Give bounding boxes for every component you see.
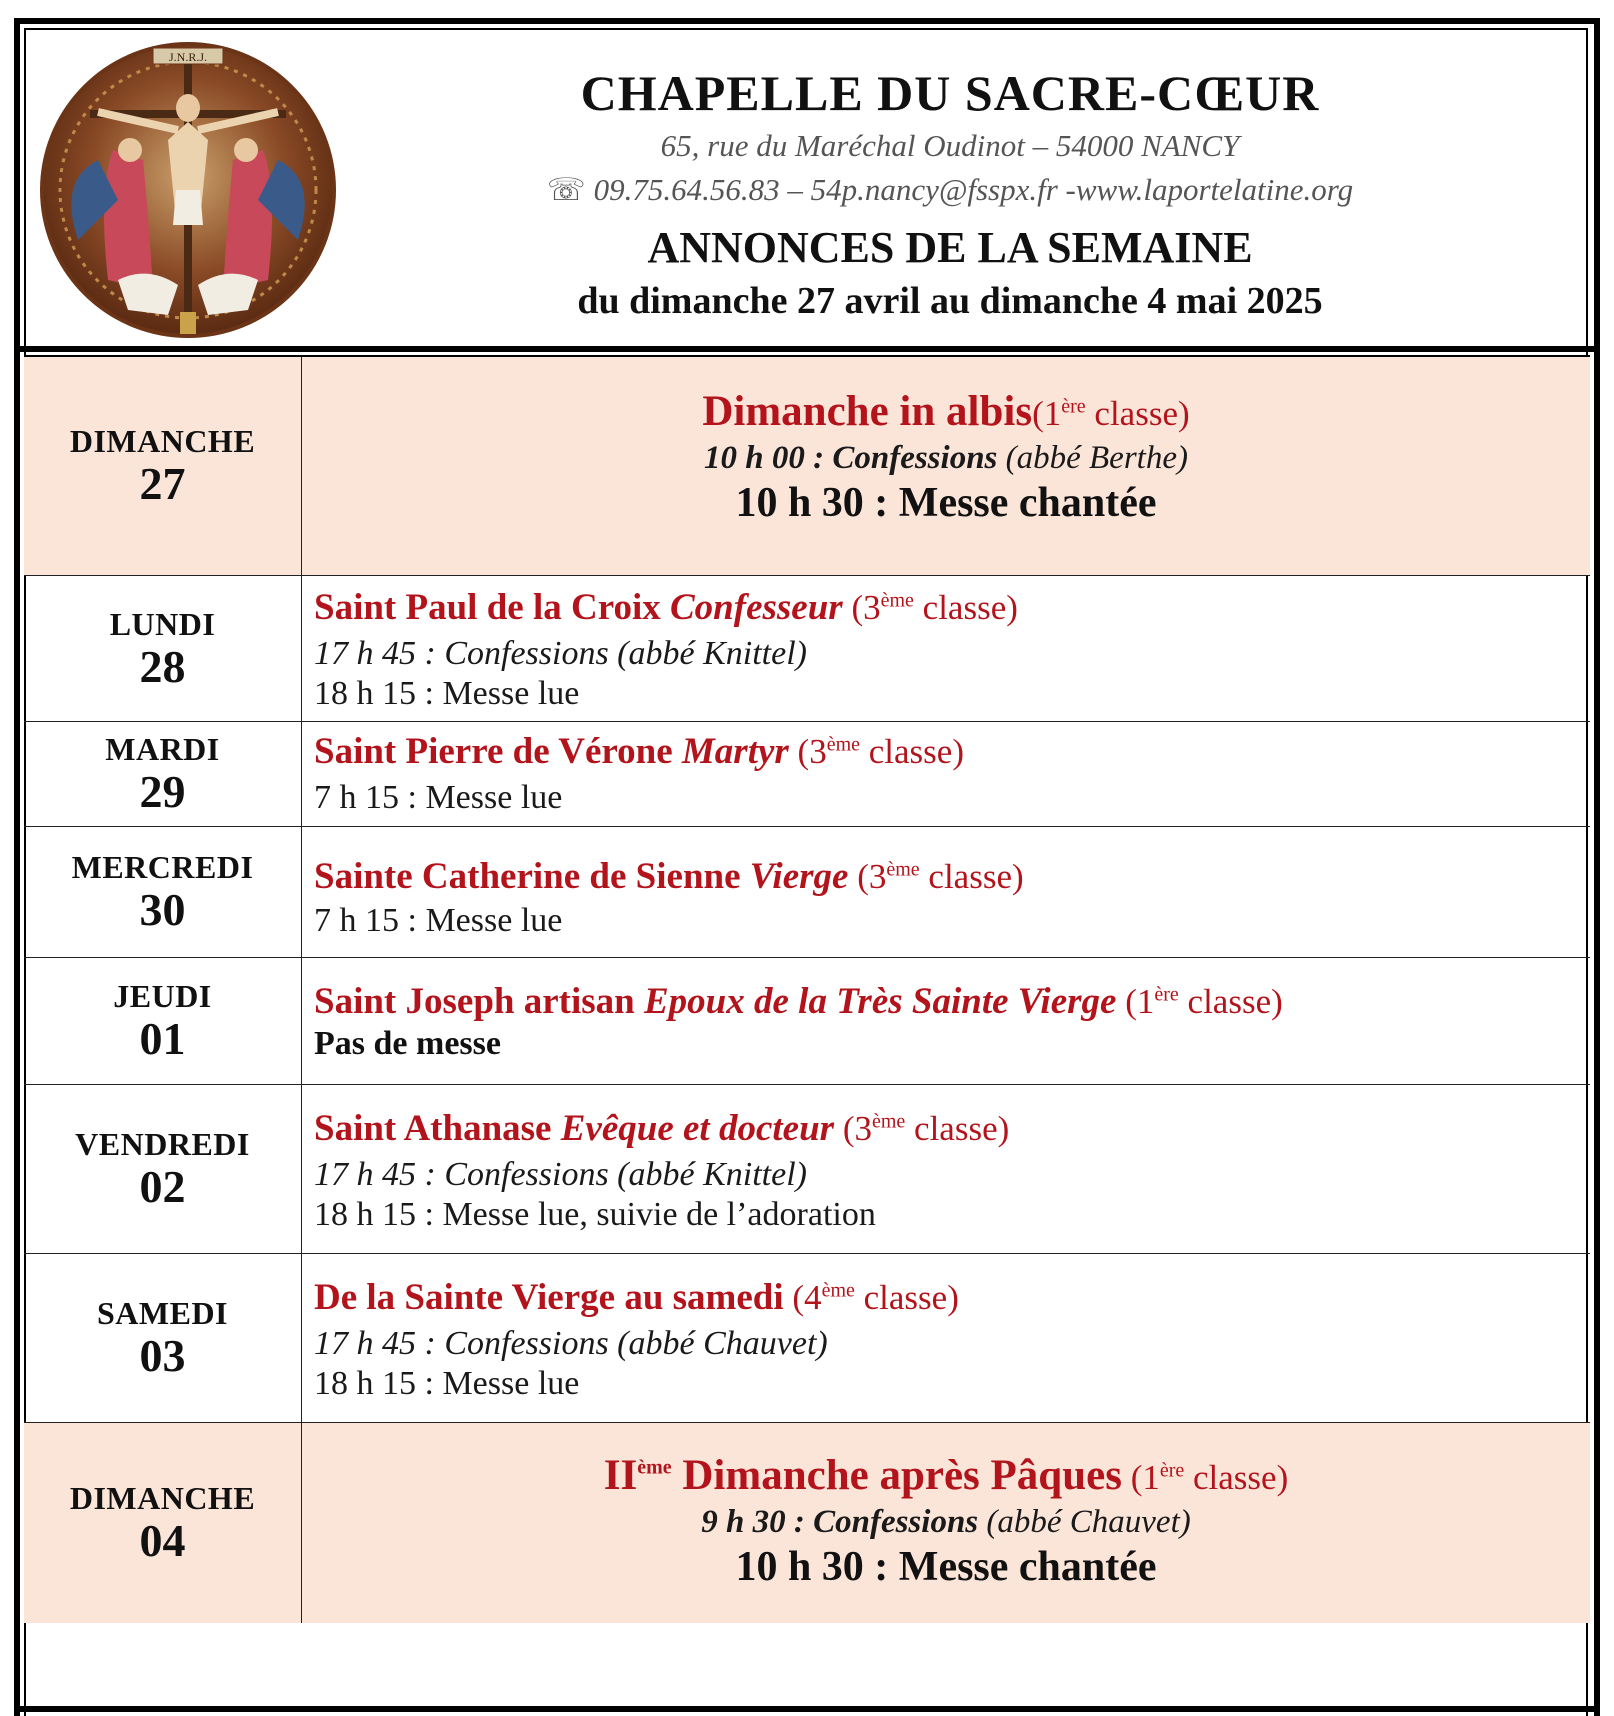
feast-class: (1ère classe) [1121, 1458, 1289, 1497]
mass-time: 18 h 15 : Messe lue [314, 1365, 580, 1402]
schedule-row-saturday-03 [24, 1254, 1590, 1423]
bottom-frame-line [20, 1706, 1594, 1712]
feast-class: (3ème classe) [848, 857, 1024, 896]
feast-title: Martyr [681, 731, 789, 772]
mass-time: 18 h 15 : Messe lue [314, 675, 580, 712]
feast-name: Saint Athanase [314, 1108, 561, 1149]
confession-line: 17 h 45 : Confessions (abbé Knittel) [314, 1156, 807, 1193]
day-number: 02 [139, 1161, 186, 1213]
mass-time: 18 h 15 : Messe lue, suivie de l’adoration [314, 1196, 876, 1233]
feast-title: Epoux de la Très Sainte Vierge [643, 981, 1117, 1022]
day-name: DIMANCHE [69, 1480, 256, 1517]
feast-title: Vierge [749, 856, 849, 897]
announcements-heading: ANNONCES DE LA SEMAINE [647, 223, 1253, 272]
day-cell [24, 722, 302, 826]
feast-name: Saint Pierre de Vérone [314, 731, 682, 772]
feast-class: (1ère classe) [1116, 982, 1283, 1021]
confession-line: 17 h 45 : Confessions (abbé Chauvet) [314, 1325, 828, 1362]
feast-name: Dimanche in albis [702, 388, 1033, 435]
header-text-block [380, 30, 1520, 323]
day-cell [24, 958, 302, 1084]
confession-time: 9 h 30 : Confessions [701, 1504, 979, 1540]
day-name: SAMEDI [96, 1295, 228, 1332]
day-content [314, 576, 1580, 731]
day-name: MERCREDI [71, 849, 254, 886]
day-content [314, 958, 1580, 1106]
day-cell [24, 1085, 302, 1253]
feast-name: Saint Joseph artisan [314, 981, 644, 1022]
feast-name: Saint Paul de la Croix [314, 587, 670, 628]
feast-class: (3ème classe) [788, 732, 964, 771]
day-number: 29 [139, 766, 186, 818]
day-cell [24, 827, 302, 957]
feast-class: (1ère classe) [1032, 394, 1190, 433]
logo-inscription-text: J.N.R.J. [168, 50, 208, 64]
day-cell [24, 357, 302, 575]
telephone-icon: ☏ [546, 172, 586, 207]
day-number: 30 [139, 884, 186, 936]
feast-name: Sainte Catherine de Sienne [314, 856, 750, 897]
mass-time: 7 h 15 : Messe lue [314, 902, 563, 939]
schedule-row-tuesday-29 [24, 722, 1590, 827]
day-number: 01 [139, 1013, 186, 1065]
contact-text[interactable]: 09.75.64.56.83 – 54p.nancy@fsspx.fr -www.laportelatine.org [593, 172, 1354, 207]
schedule-row-thursday-01 [24, 958, 1590, 1085]
mass-time: 7 h 15 : Messe lue [314, 779, 563, 816]
feast-name: De la Sainte Vierge au samedi [314, 1277, 784, 1318]
confession-time: 10 h 00 : Confessions [704, 440, 998, 476]
week-dates: du dimanche 27 avril au dimanche 4 mai 2025 [577, 280, 1323, 322]
day-content [314, 722, 1580, 834]
feast-class: (4ème classe) [783, 1278, 959, 1317]
day-name: JEUDI [113, 978, 212, 1015]
header-divider [20, 346, 1594, 352]
day-number: 27 [139, 458, 186, 510]
confession-line: 17 h 45 : Confessions (abbé Knittel) [314, 635, 807, 672]
day-number: 03 [139, 1330, 186, 1382]
chapel-title: CHAPELLE DU SACRE-CŒUR [580, 65, 1320, 121]
day-number: 28 [139, 640, 186, 692]
day-name: DIMANCHE [69, 423, 256, 460]
schedule-row-wednesday-30 [24, 827, 1590, 958]
day-cell [24, 1254, 302, 1422]
day-cell [24, 576, 302, 721]
day-name: LUNDI [109, 605, 216, 642]
chapel-contact [380, 172, 1520, 208]
day-cell [24, 1423, 302, 1623]
feast-title: Confesseur [670, 587, 843, 628]
feast-name: IIème Dimanche après Pâques [603, 1452, 1122, 1499]
mass-time: 10 h 30 : Messe chantée [735, 1544, 1157, 1590]
chapel-address: 65, rue du Maréchal Oudinot – 54000 NANCY [660, 128, 1240, 163]
day-content [302, 1423, 1590, 1651]
confession-priest: (abbé Berthe) [997, 440, 1188, 476]
day-number: 04 [139, 1515, 186, 1567]
feast-class: (3ème classe) [842, 588, 1018, 627]
crucifix-medallion-image [38, 40, 338, 340]
day-content [314, 1085, 1580, 1275]
confession-priest: (abbé Chauvet) [978, 1504, 1191, 1540]
schedule-row-sunday-27 [24, 357, 1590, 576]
no-mass-note: Pas de messe [314, 1025, 501, 1062]
feast-class: (3ème classe) [834, 1109, 1010, 1148]
day-content [302, 357, 1590, 605]
feast-title: Evêque et docteur [560, 1108, 835, 1149]
day-content [314, 1254, 1580, 1444]
day-name: VENDREDI [75, 1126, 250, 1163]
day-name: MARDI [105, 731, 220, 768]
mass-time: 10 h 30 : Messe chantée [735, 480, 1157, 526]
schedule-row-monday-28 [24, 576, 1590, 722]
schedule-row-friday-02 [24, 1085, 1590, 1254]
schedule-row-sunday-04 [24, 1423, 1590, 1623]
